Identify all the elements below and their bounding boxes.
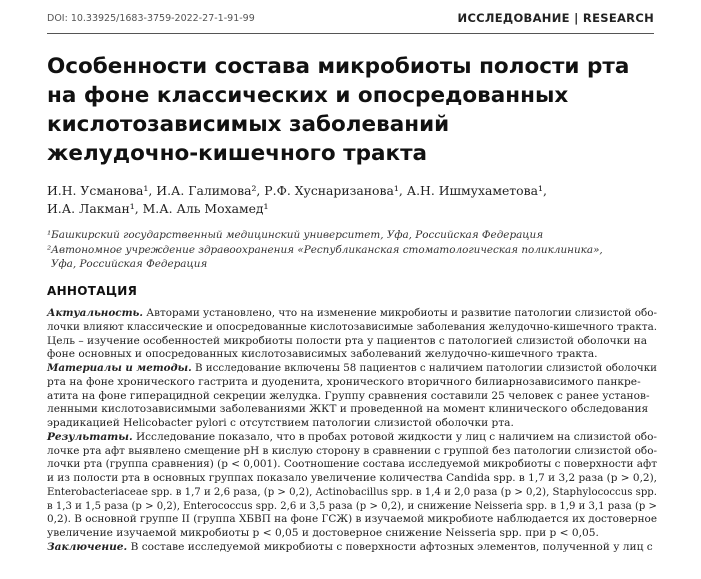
abstract-line [47, 376, 657, 390]
abstract-line-text: лочки рта (группа сравнения) (р < 0,001). Соотношение состава исследуемой микробиоты с поверхности афт [47, 458, 657, 471]
abstract-line-text: лочке рта афт выявлено смещение pH в кислую сторону в сравнении с группой без патологии слизистой обо- [47, 444, 657, 457]
abstract-line [47, 321, 657, 335]
abstract-line-text: ленными кислотозависимыми заболеваниями ЖКТ и проведенной на момент клинического обследования [47, 403, 649, 416]
abstract-section-label: Заключение. [47, 540, 128, 553]
abstract-line [47, 486, 657, 500]
header-divider [47, 33, 654, 34]
abstract-line [47, 513, 657, 527]
abstract-line-text: рта на фоне хронического гастрита и дуоденита, хронического вторичного билиарнозависимого панкре- [47, 375, 641, 388]
abstract-body [47, 307, 657, 555]
abstract-section-label: Результаты. [47, 430, 133, 443]
section-label: ИССЛЕДОВАНИЕ | RESEARCH [457, 11, 654, 25]
abstract-line [47, 390, 657, 404]
abstract-line-text: Авторами установлено, что на изменение микробиоты и развитие патологии слизистой обо- [142, 307, 658, 319]
abstract-section-label: Материалы и методы. [47, 362, 192, 374]
abstract-line [47, 403, 657, 417]
abstract-line [47, 335, 657, 349]
affiliations [47, 228, 657, 272]
affiliation-line: ¹Башкирский государственный медицинский университет, Уфа, Российская Федерация [47, 229, 544, 241]
abstract-line [47, 362, 657, 376]
abstract-line-text: В исследование включены 58 пациентов с наличием патологии слизистой оболочки [191, 362, 657, 374]
abstract-line-text: Цель – изучение особенностей микробиоты полости рта у пациентов с патологией слизистой оболочки на [47, 334, 648, 347]
abstract-line [47, 541, 657, 555]
abstract-line [47, 417, 657, 431]
affiliation-line: Уфа, Российская Федерация [51, 258, 208, 270]
abstract-line-text: фоне основных и опосредованных кислотозависимых заболеваний желудочно-кишечного тракта. [47, 348, 598, 361]
author-line: И.Н. Усманова¹, И.А. Галимова², Р.Ф. Хуснаризанова¹, А.Н. Ишмухаметова¹, [47, 183, 547, 198]
abstract-section-label: Актуальность. [47, 307, 143, 319]
title-line: желудочно-кишечного тракта [47, 141, 428, 166]
abstract-line-text: в 1,3 и 1,5 раза (р > 0,2), Enterococcus spp. 2,6 и 3,5 раза (р > 0,2), и снижение Neisseria spp. в 1,9 и 3,1 раза (р > [47, 499, 657, 512]
abstract-line-text: и из полости рта в основных группах показало увеличение количества Candida spp. в 1,7 и 3,2 раза (р > 0,2), [47, 472, 657, 484]
affiliation-line: ²Автономное учреждение здравоохранения «Республиканская стоматологическая поликлиника», [47, 243, 603, 256]
author-line: И.А. Лакман¹, М.А. Аль Мохамед¹ [47, 201, 269, 216]
abstract-line [47, 431, 657, 445]
title-line: Особенности состава микробиоты полости рта [47, 54, 630, 79]
title-line: кислотозависимых заболеваний [47, 112, 450, 137]
doi: DOI: 10.33925/1683-3759-2022-27-1-91-99 [47, 13, 255, 24]
abstract-line-text: Исследование показало, что в пробах ротовой жидкости у лиц с наличием на слизистой обо- [132, 430, 657, 443]
abstract-line-text: 0,2). В основной группе II (группа ХБВП на фоне ГСЖ) в изучаемой микробиоте наблюдается их достоверное [47, 513, 657, 526]
abstract-line [47, 472, 657, 486]
title-line: на фоне классических и опосредованных [47, 83, 569, 108]
abstract-line-text: В составе исследуемой микробиоты с поверхности афтозных элементов, полученной у лиц с [127, 540, 653, 553]
abstract-line-text: лочки влияют классические и опосредованные кислотозависимые заболевания желудочно-кишечного тракта. [47, 320, 657, 333]
abstract-line-text: увеличение изучаемой микробиоты р < 0,05 и достоверное снижение Neisseria spp. при р < 0,05. [47, 527, 599, 539]
abstract-line [47, 348, 657, 362]
abstract-line [47, 445, 657, 459]
abstract-heading: АННОТАЦИЯ [47, 284, 138, 298]
abstract-line-text: эрадикацией Helicobacter pylori с отсутствием патологии слизистой оболочки рта. [47, 417, 514, 429]
abstract-line-text: атита на фоне гиперацидной секреции желудка. Группу сравнения составили 25 человек с ранее установ- [47, 389, 650, 402]
author-list [47, 182, 657, 218]
article-title [47, 52, 667, 168]
abstract-line [47, 458, 657, 472]
abstract-line [47, 527, 657, 541]
abstract-line-text: Enterobacteriaceae spp. в 1,7 и 2,6 раза, (р > 0,2), Actinobacillus spp. в 1,4 и 2,0 раза (р > 0,2), Staphylococcus spp. [47, 485, 657, 498]
abstract-line [47, 500, 657, 514]
abstract-line [47, 307, 657, 321]
